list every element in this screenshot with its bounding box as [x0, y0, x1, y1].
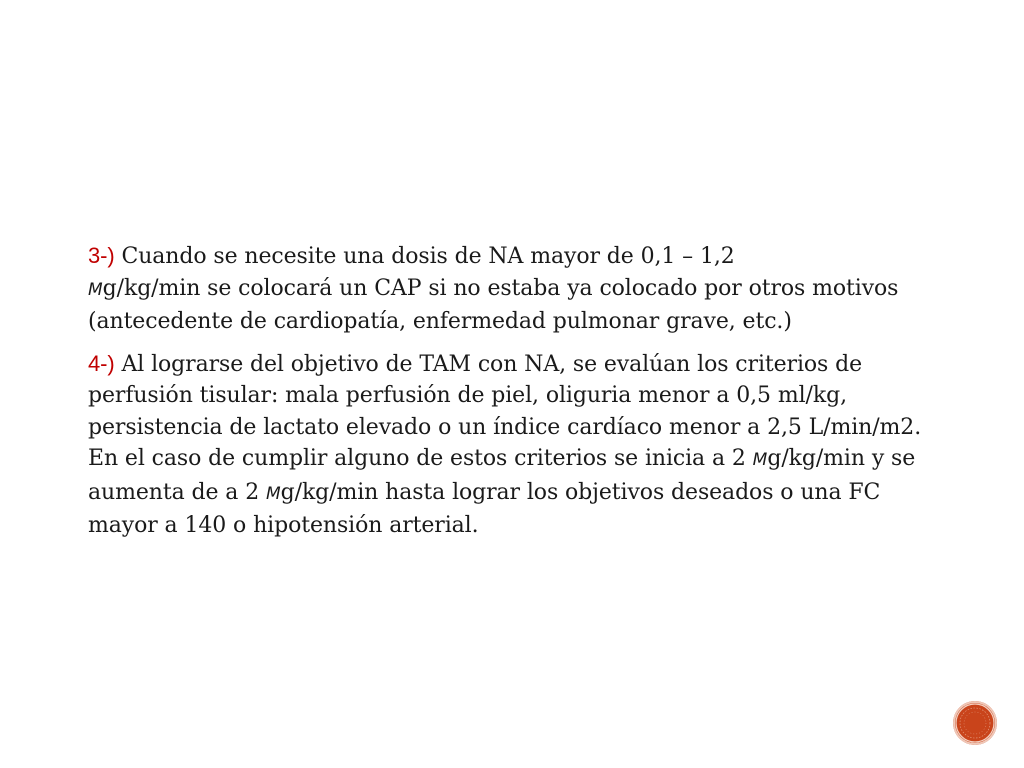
mu-symbol: M: [88, 279, 103, 300]
item-number-3: 3-): [88, 243, 115, 268]
slide-body: [88, 240, 938, 542]
paragraph-item-3: [88, 240, 938, 338]
item-4-text-b: g/kg/min y se aumenta de a 2: [88, 446, 916, 505]
item-3-text-a: Cuando se necesite una dosis de NA mayor de 0,1 – 1,2: [114, 244, 735, 269]
item-4-text-a: Al lograrse del objetivo de TAM con NA, se evalúan los criterios de perfusión tisular: mala perfusión de piel, oliguria menor a 0,5 ml/kg, persistencia de lactato elevado o un índice cardíaco menor a 2,5 L/min/m2. En el caso de cumplir alguno de estos criterios se inicia a 2: [88, 351, 922, 471]
item-number-4: 4-): [88, 350, 115, 376]
mu-symbol: M: [265, 483, 281, 504]
paragraph-item-4: [88, 348, 938, 542]
item-4-text-c: g/kg/min hasta lograr los objetivos deseados o una FC mayor a 140 o hipotensión arterial.: [88, 479, 881, 538]
slide-nav-button[interactable]: [953, 701, 997, 745]
mu-symbol: M: [752, 450, 768, 470]
item-3-text-b: g/kg/min se colocará un CAP si no estaba ya colocado por otros motivos (antecedente de cardiopatía, enfermedad pulmonar grave, etc.): [88, 275, 899, 334]
circle-nav-icon: [953, 701, 997, 745]
